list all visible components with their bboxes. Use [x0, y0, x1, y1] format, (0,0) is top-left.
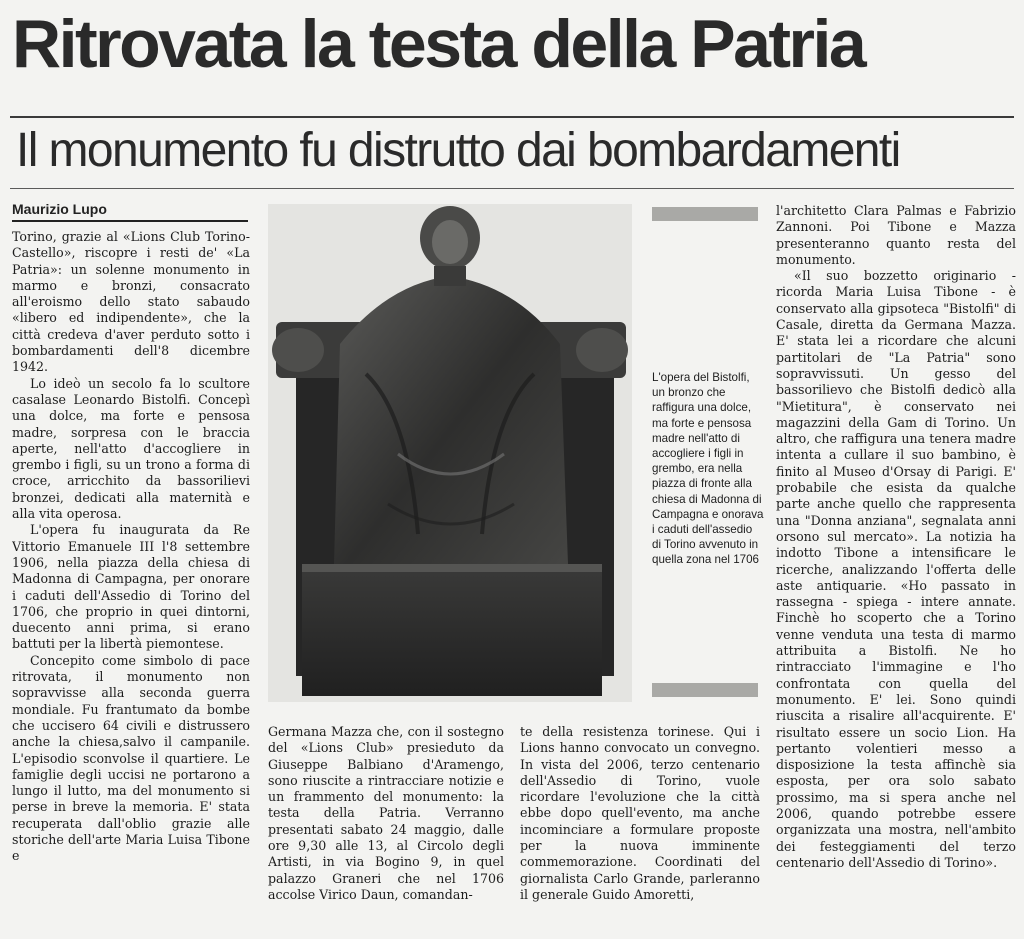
paragraph: Germana Mazza che, con il sostegno del «Lions Club» presieduto da Giuseppe Balbiano d'Aramengo, sono riuscite a rintracciare notizie e un frammento del monumento: la testa della Patria. Verranno presentati sabato 24 maggio, dalle ore 9,30 alle 13, al Circolo degli Artisti, in via Bogino 9, in quel palazzo Graneri che nel 1706 accolse Virico Daun, comandan-: [268, 724, 504, 902]
monument-statue-image: [268, 204, 632, 702]
paragraph: L'opera fu inaugurata da Re Vittorio Emanuele III l'8 settembre 1906, nella piazza della chiesa di Madonna di Campagna, per onorare i caduti dell'Assedio di Torino del 1706, che proprio in quei dintorni, duecento anni prima, si erano battuti per la libertà piemontese.: [12, 522, 250, 652]
headline: Ritrovata la testa della Patria: [12, 6, 865, 82]
subheadline-rule: [10, 188, 1014, 189]
subheadline: Il monumento fu distrutto dai bombardamenti: [16, 124, 900, 177]
column-4: [776, 203, 1016, 931]
paragraph: Concepito come simbolo di pace ritrovata, il monumento non sopravvisse alla seconda guerra mondiale. Fu frantumato da bombe che uccisero 64 civili e distrussero anche la chiesa,salvo il campanile. L'episodio sconvolse il quartiere. Le famiglie degli uccisi ne portarono a lungo il lutto, ma del monumento si perse in breve la memoria. E' stata recuperata dall'oblio grazie alle storiche dell'arte Maria Luisa Tibone e: [12, 652, 250, 864]
caption-bar-top: [652, 207, 758, 221]
column-2: [268, 724, 504, 929]
byline-rule: [12, 220, 248, 222]
paragraph: Torino, grazie al «Lions Club Torino-Castello», riscopre i resti de' «La Patria»: un solenne monumento in marmo e bronzi, consacrato all'eroismo dello stato sabaudo «libero ed indipendente», che la città credeva d'aver perduto sotto i bombardamenti dell'8 dicembre 1942.: [12, 229, 250, 375]
paragraph: Lo ideò un secolo fa lo scultore casalase Leonardo Bistolfi. Concepì una dolce, ma forte e pensosa madre, sorpresa con le braccia aperte, nell'atto d'accogliere in grembo i figli, su un trono a forma di croce, arricchito da bassorilievi bronzei, dedicati alla maternità e alla vita operosa.: [12, 375, 250, 522]
photo-caption: L'opera del Bistolfi, un bronzo che raffigura una dolce, ma forte e pensosa madre nell'atto di accogliere i figli in grembo, era nella piazza di fronte alla chiesa di Madonna di Campagna e onorava i caduti dell'assedio di Torino avvenuto in quella zona nel 1706: [652, 371, 764, 567]
paragraph: te della resistenza torinese. Qui i Lions hanno convocato un convegno. In vista del 2006, terzo centenario dell'Assedio di Torino, vuole ricordare l'evoluzione che la città ebbe dopo quell'evento, ma anche incominciare a formulare proposte per la nuova imminente commemorazione. Coordinati del giornalista Carlo Grande, parleranno il generale Guido Amoretti,: [520, 724, 760, 902]
caption-bar-bottom: [652, 683, 758, 697]
paragraph: l'architetto Clara Palmas e Fabrizio Zannoni. Poi Tibone e Mazza presenteranno quanto resta del monumento.: [776, 203, 1016, 267]
paragraph: «Il suo bozzetto originario - ricorda Maria Luisa Tibone - è conservato alla gipsoteca "Bistolfi" di Casale, diretta da Germana Mazza. E' stata lei a ricordare che alcuni partitolari de "La Patria" sono sopravvissuti. Un gesso del bassorilievo che Bistolfi dedicò alla "Mietitura", è conservato nei magazzini della Gam di Torino. Un altro, che raffigura una tenera madre intenta a cullare il suo bambino, è finito al Museo d'Orsay di Parigi. E' probabile che esista da qualche parte anche quello che rappresenta una "Donna anziana", segnalata anni orsono sul mercato». La notizia ha indotto Tibone a intensificare le ricerche, analizzando l'offerta delle aste antiquarie. «Ho passato in rassegna - spiega - intere annate. Finchè ho scoperto che a Torino venne venduta una testa di marmo attribuita a Bistolfi. Ne ho rintracciato l'immagine e l'ho confrontata con quella del monumento. E' lei. Sono quindi riuscita a risalire all'acquirente. E' risultato essere un socio Lion. Ha pertanto volentieri messo a disposizione la testa affinchè sia esposta, per ora solo sabato prossimo, ma si spera anche nel 2006, quando potrebbe essere organizzata una mostra, nell'ambito dei festeggiamenti del terzo centenario dell'Assedio di Torino».: [776, 268, 1016, 870]
monument-photo: [268, 204, 632, 702]
headline-rule: [10, 116, 1014, 118]
byline: Maurizio Lupo: [12, 201, 107, 217]
column-3: [520, 724, 760, 929]
column-1: [12, 229, 250, 929]
